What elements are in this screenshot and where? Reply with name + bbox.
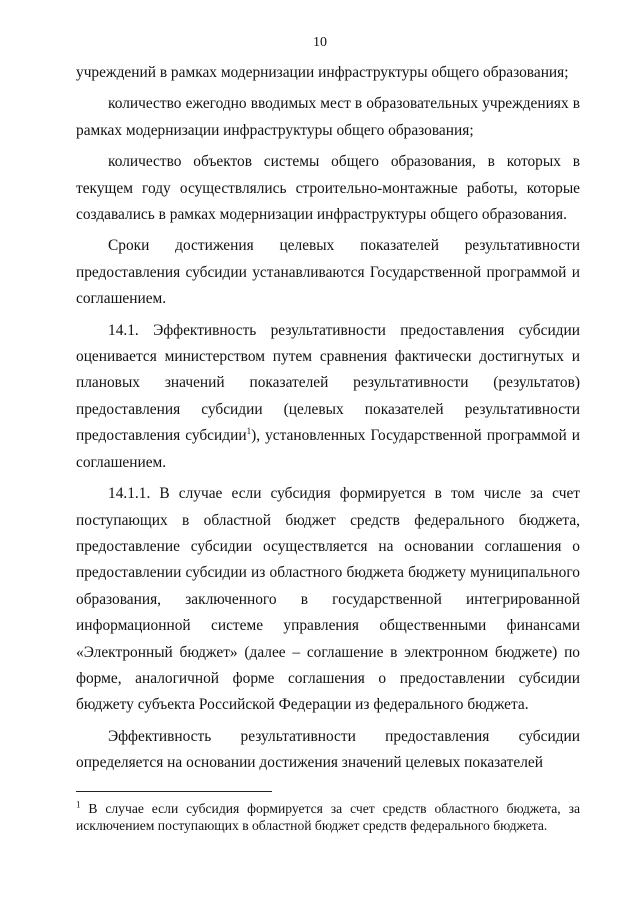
paragraph-5 xyxy=(76,318,580,476)
paragraph-4: Сроки достижения целевых показателей результативности предоставления субсидии устанавливаются Государственной программой и соглашением. xyxy=(76,237,580,308)
footnote-divider xyxy=(76,791,272,792)
paragraph-7: Эффективность результативности предоставления субсидии определяется на основании достижения значений целевых показателей xyxy=(76,727,580,772)
paragraph-6: 14.1.1. В случае если субсидия формируется в том числе за счет поступающих в областной бюджет средств федерального бюджета, предоставление субсидии осуществляется на основании соглашения о предоставлении субсидии из областного бюджета бюджету муниципального образования, заключенного в государственной интегрированной информационной системе управления общественными финансами «Электронный бюджет» (далее – соглашение в электронном бюджете) по форме, аналогичной форме соглашения о предоставлении субсидии бюджету субъекта Российской Федерации из федерального бюджета. xyxy=(76,485,580,714)
document-body xyxy=(76,60,580,782)
paragraph-5-text-end: ), установленных Государственной программой и соглашением. xyxy=(76,427,580,471)
page-number: 10 xyxy=(313,35,327,50)
paragraph-3: количество объектов системы общего образования, в которых в текущем году осуществлялись строительно-монтажные работы, которые создавались в рамках модернизации инфраструктуры общего образования. xyxy=(76,153,580,224)
paragraph-1: учреждений в рамках модернизации инфраструктуры общего образования; xyxy=(76,64,569,81)
footnote-text: В случае если субсидия формируется за счет средств областного бюджета, за исключением поступающих в областной бюджет средств федерального бюджета. xyxy=(76,801,580,833)
footnote-reference: 1 xyxy=(246,426,252,437)
paragraph-5-text: 14.1. Эффективность результативности предоставления субсидии оценивается министерством путем сравнения фактически достигнутых и плановых значений показателей результативности (результатов) предоставления субсидии (целевых показателей результативности предоставления субсидии xyxy=(76,321,580,445)
footnote xyxy=(76,800,580,834)
footnote-mark: 1 xyxy=(76,799,81,810)
paragraph-2: количество ежегодно вводимых мест в образовательных учреждениях в рамках модернизации инфраструктуры общего образования; xyxy=(76,95,580,139)
